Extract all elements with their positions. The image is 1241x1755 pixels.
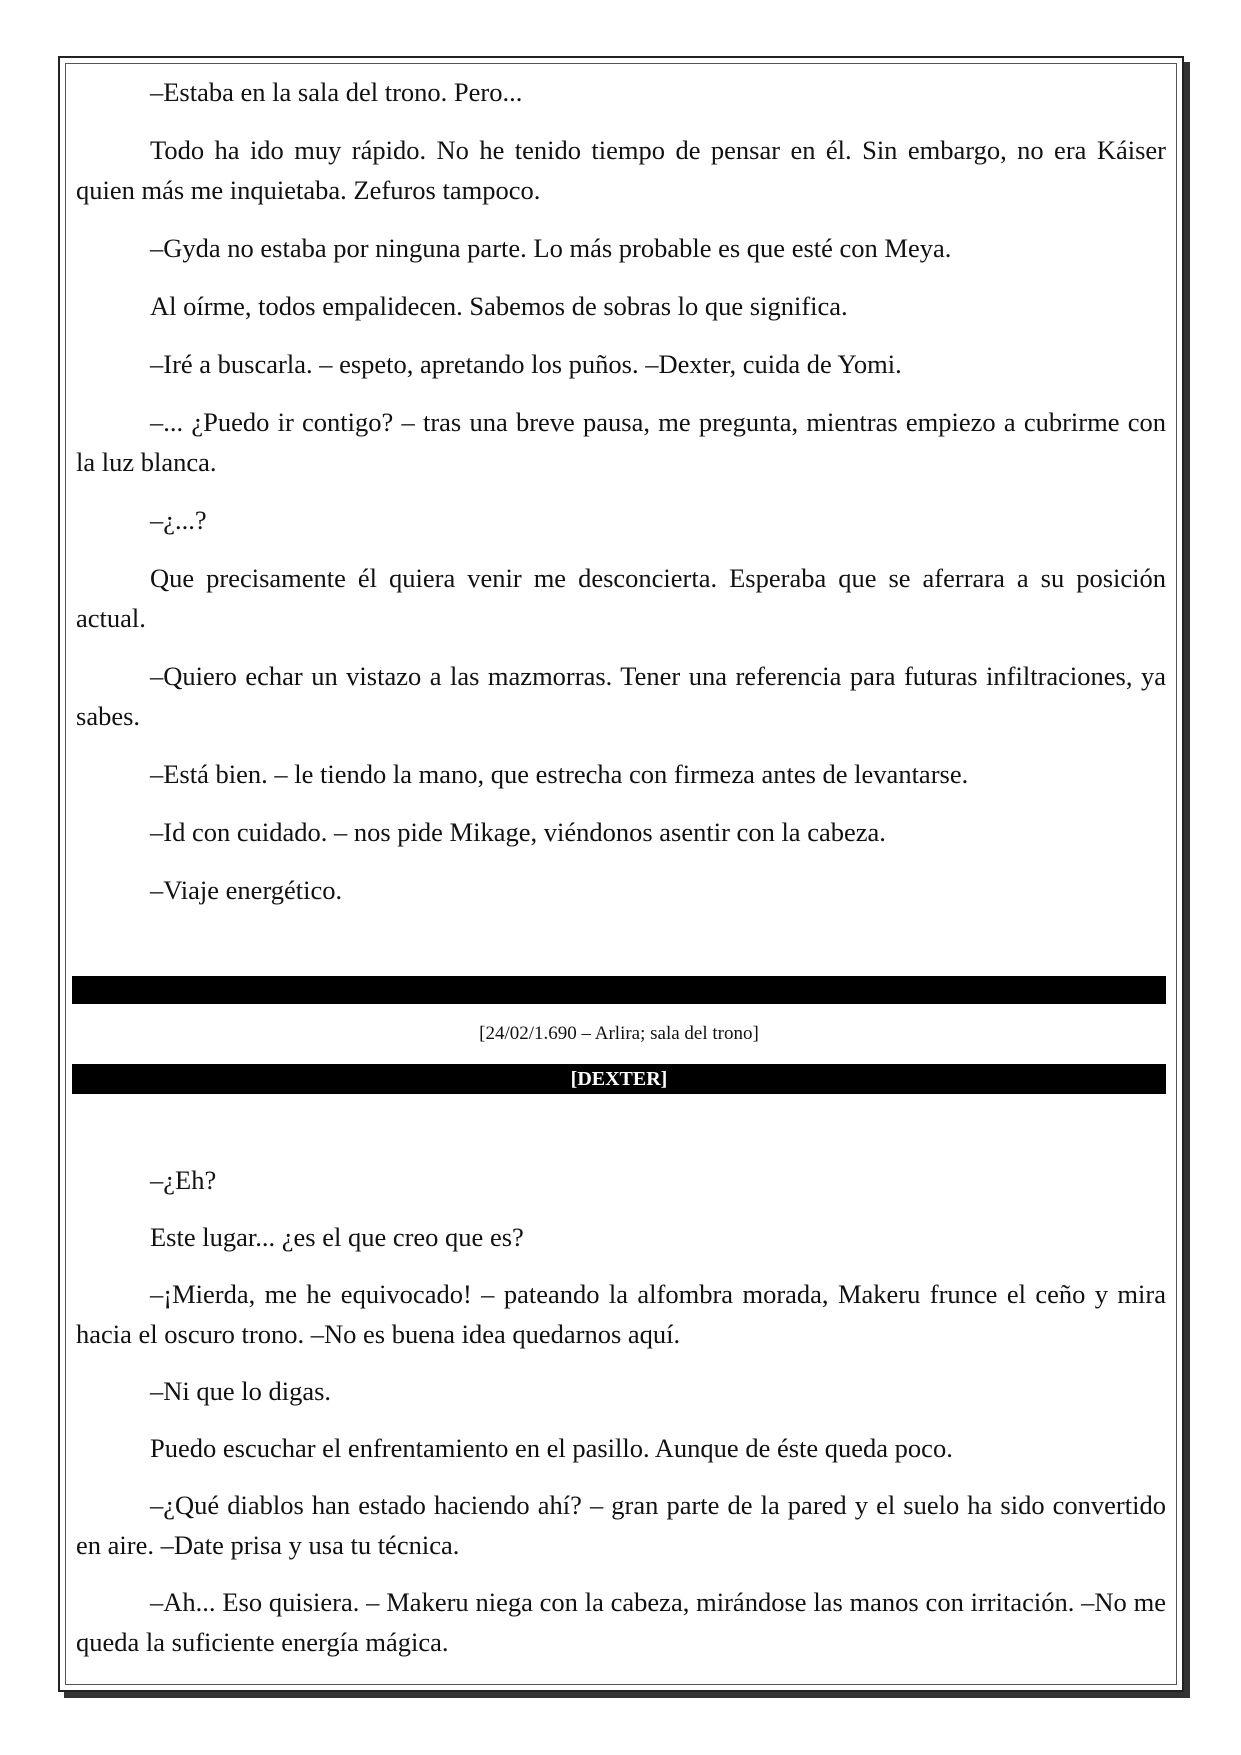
paragraph: Puedo escuchar el enfrentamiento en el pasillo. Aunque de éste queda poco.	[150, 1433, 953, 1463]
paragraph: –Estaba en la sala del trono. Pero...	[150, 77, 523, 107]
pov-header: [DEXTER]	[72, 1064, 1166, 1094]
paragraph: Todo ha ido muy rápido. No he tenido tiempo de pensar en él. Sin embargo, no era Káiser quien más me inquietaba. Zefuros tampoco.	[76, 135, 1166, 205]
paragraph: –Quiero echar un vistazo a las mazmorras. Tener una referencia para futuras infiltraciones, ya sabes.	[76, 661, 1166, 731]
paragraph: –Ah... Eso quisiera. – Makeru niega con la cabeza, mirándose las manos con irritación. –No me queda la suficiente energía mágica.	[76, 1587, 1166, 1657]
paragraph: –¿Qué diablos han estado haciendo ahí? – gran parte de la pared y el suelo ha sido convertido en aire. –Date prisa y usa tu técnica.	[76, 1490, 1166, 1560]
paragraph: –¡Mierda, me he equivocado! – pateando la alfombra morada, Makeru frunce el ceño y mira hacia el oscuro trono. –No es buena idea quedarnos aquí.	[76, 1279, 1166, 1349]
scene-divider-bar	[72, 976, 1166, 1004]
page-frame	[58, 56, 1184, 1692]
paragraph: –Viaje energético.	[150, 875, 343, 905]
paragraph: –Ni que lo digas.	[150, 1376, 332, 1406]
paragraph: –Id con cuidado. – nos pide Mikage, viéndonos asentir con la cabeza.	[150, 817, 886, 847]
scene-info: [24/02/1.690 – Arlira; sala del trono]	[479, 1023, 759, 1044]
paragraph: Que precisamente él quiera venir me desconcierta. Esperaba que se aferrara a su posición actual.	[76, 563, 1166, 633]
paragraph: –Está bien. – le tiendo la mano, que estrecha con firmeza antes de levantarse.	[150, 759, 969, 789]
text-section-one	[76, 72, 1166, 928]
paragraph: Al oírme, todos empalidecen. Sabemos de sobras lo que significa.	[150, 291, 848, 321]
paragraph: –Gyda no estaba por ninguna parte. Lo más probable es que esté con Meya.	[150, 233, 952, 263]
paragraph: –¿...?	[150, 505, 207, 535]
paragraph: –Iré a buscarla. – espeto, apretando los puños. –Dexter, cuida de Yomi.	[150, 349, 902, 379]
paragraph: –¿Eh?	[150, 1165, 217, 1195]
paragraph: –... ¿Puedo ir contigo? – tras una breve pausa, me pregunta, mientras empiezo a cubrirme con la luz blanca.	[76, 407, 1166, 477]
paragraph: Este lugar... ¿es el que creo que es?	[150, 1222, 524, 1252]
text-section-two	[76, 1160, 1166, 1679]
